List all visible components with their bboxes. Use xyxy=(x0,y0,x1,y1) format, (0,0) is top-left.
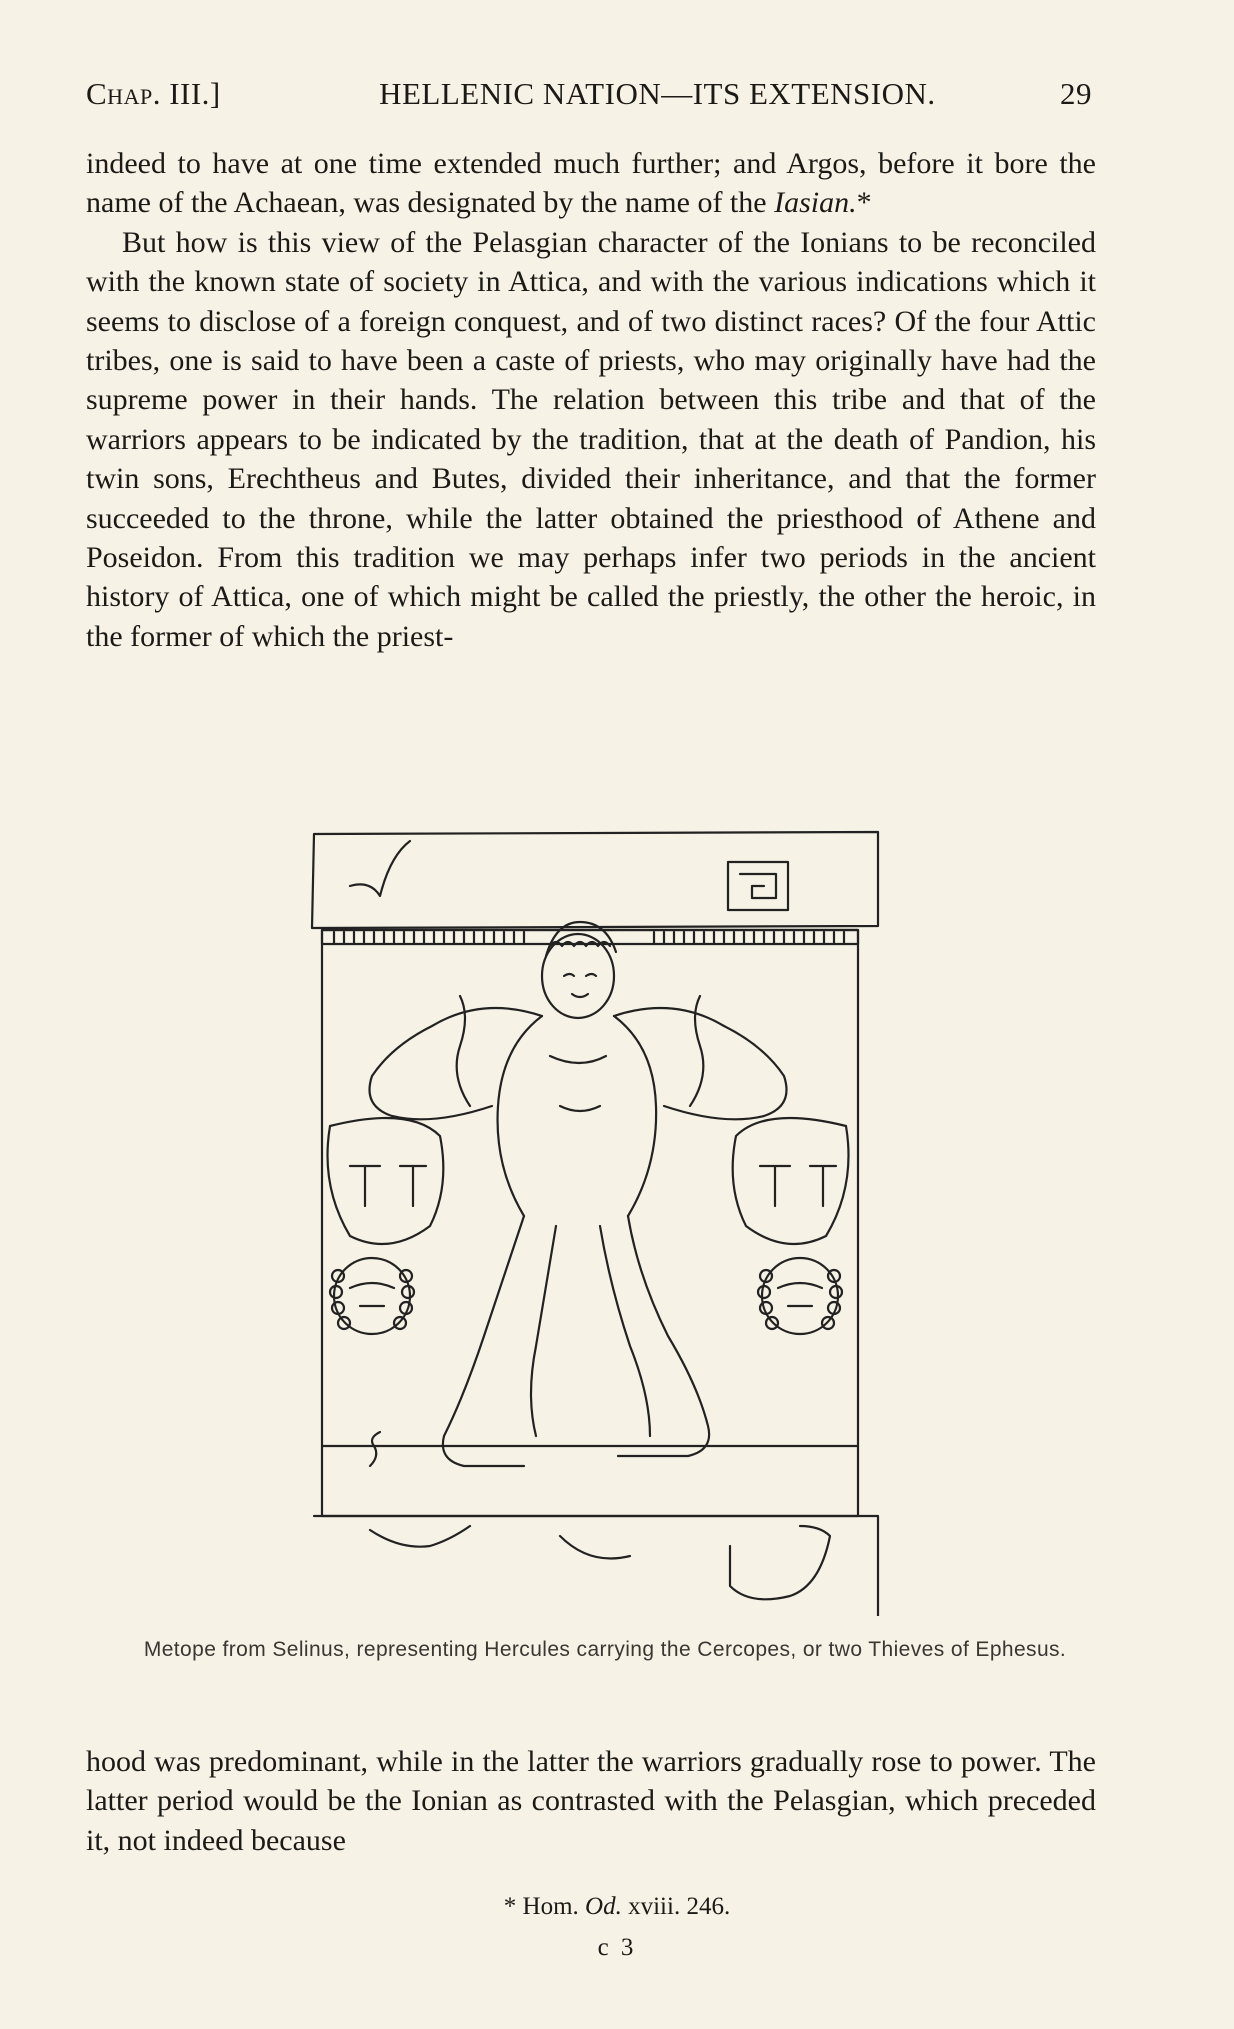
metope-panel xyxy=(322,930,858,1516)
printer-signature: c 3 xyxy=(597,1934,637,1961)
right-leg xyxy=(618,1216,709,1456)
right-cercops-body xyxy=(733,1118,849,1244)
left-cercops-body xyxy=(328,1118,444,1244)
fret-spiral xyxy=(740,874,776,898)
footnote-reference-text: xviii. 246. xyxy=(628,1893,731,1920)
footnote-source: Hom. xyxy=(522,1893,579,1920)
left-cercops-head xyxy=(334,1258,410,1334)
metope-illustration xyxy=(310,826,880,1616)
paragraph-continued: hood was predominant, while in the latter the warriors gradually rose to power. The latter period would be the Ionian as contrasted with the Pelasgian, which preceded it, not indeed because xyxy=(86,1745,1096,1857)
hercules-torso xyxy=(498,1016,657,1216)
chapter-label: Chap. III.] xyxy=(86,76,221,111)
footnote-reference: * xyxy=(856,186,872,220)
figure-caption: Metope from Selinus, representing Hercules carrying the Cercopes, or two Thieves of Ephesus. xyxy=(143,1638,1067,1661)
right-arm xyxy=(614,1008,787,1119)
footnote xyxy=(0,1893,1234,1921)
right-cercops-head xyxy=(762,1258,838,1334)
paragraph-continued xyxy=(86,144,1096,223)
face-features xyxy=(564,974,596,997)
footnote-work: Od. xyxy=(585,1893,622,1920)
body-text-top xyxy=(86,144,1096,656)
body-text-bottom xyxy=(86,1742,1096,1860)
left-leg xyxy=(443,1216,524,1466)
hercules-head xyxy=(542,934,614,1018)
slab-crack xyxy=(350,841,410,896)
running-title: HELLENIC NATION—ITS EXTENSION. xyxy=(379,76,936,111)
lower-slab xyxy=(314,1516,878,1616)
paragraph: But how is this view of the Pelasgian character of the Ionians to be reconciled with the known state of society in Attica, and with the various indications which it seems to disclose of a foreign conquest, and of two distinct races? Of the four Attic tribes, one is said to have been a caste of priests, who may originally have had the supreme power in their hands. The relation between this tribe and that of the warriors appears to be indicated by the tradition, that at the death of Pandion, his twin sons, Erechtheus and Butes, divided their inheritance, and that the former succeeded to the throne, while the latter obtained the priesthood of Athene and Poseidon. From this tradition we may perhaps infer two periods in the ancient history of Attica, one of which might be called the priestly, the other the heroic, in the former of which the priest- xyxy=(86,225,1096,653)
italic-term: Iasian. xyxy=(774,186,857,220)
upper-slab xyxy=(312,832,878,928)
mason-mark xyxy=(370,1432,380,1466)
footnote-marker: * xyxy=(503,1893,517,1920)
paragraph-text: indeed to have at one time extended much further; and Argos, before it bore the name of the Achaean, was designated by the name of the xyxy=(86,147,1096,220)
running-header xyxy=(86,76,1092,112)
page-number: 29 xyxy=(1060,76,1092,111)
